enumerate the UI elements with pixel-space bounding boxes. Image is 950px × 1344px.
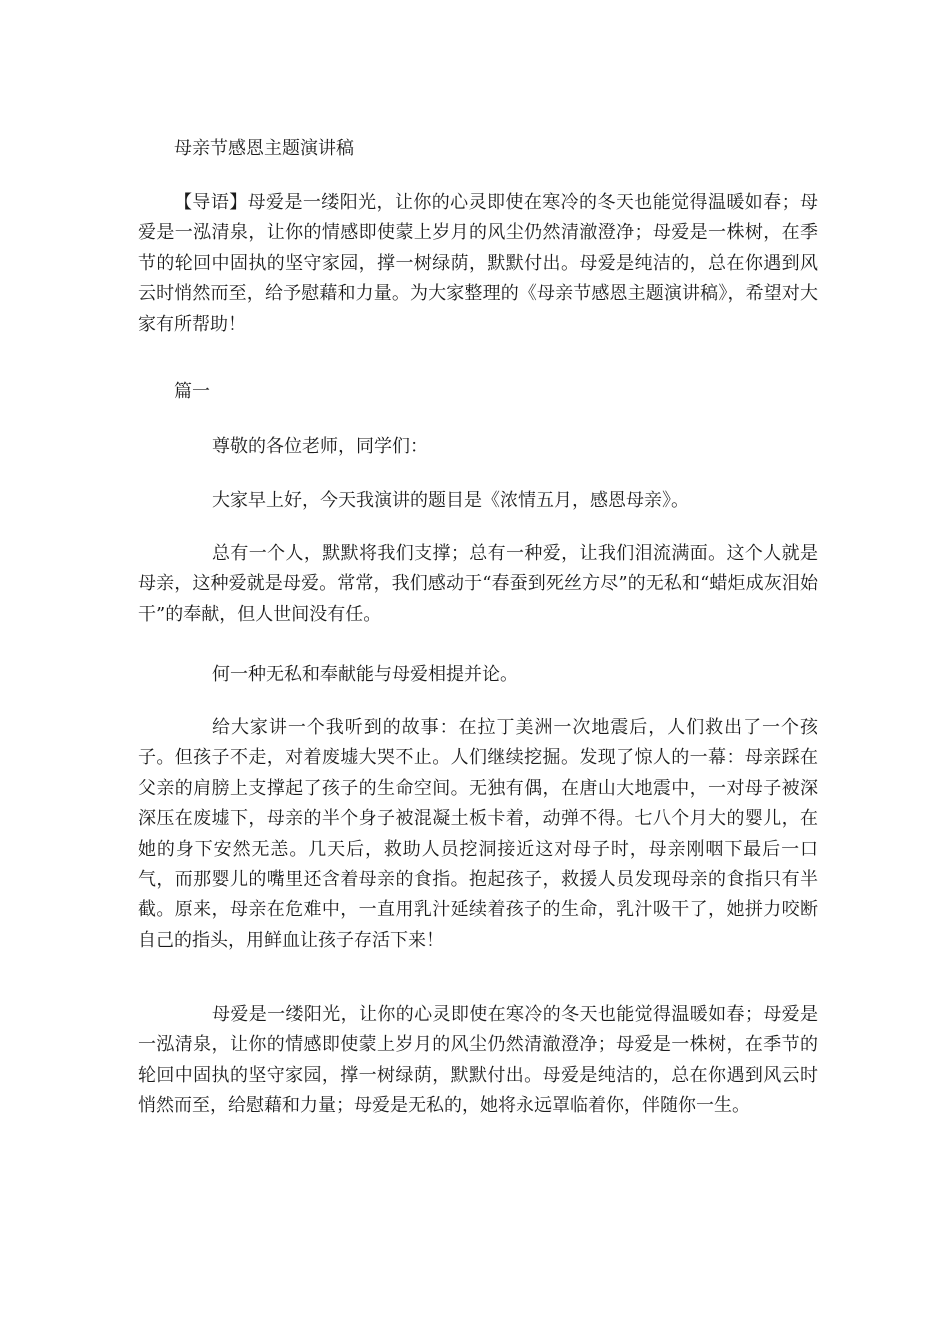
intro-paragraph: 【导语】母爱是一缕阳光，让你的心灵即使在寒冷的冬天也能觉得温暖如春；母爱是一泓清泉，让你的情感即使蒙上岁月的风尘仍然清澈澄净；母爱是一株树，在季节的轮回中固执的坚守家园，撑一树绿荫，默默付出。母爱是纯洁的，总在你遇到风云时悄然而至，给予慰藉和力量。为大家整理的《母亲节感恩主题演讲稿》，希望对大家有所帮助！ bbox=[138, 192, 818, 335]
document-title: 母亲节感恩主题演讲稿 bbox=[174, 138, 354, 159]
body-paragraph-2: 给大家讲一个我听到的故事：在拉丁美洲一次地震后，人们救出了一个孩子。但孩子不走，对着废墟大哭不止。人们继续挖掘。发现了惊人的一幕：母亲踩在父亲的肩膀上支撑起了孩子的生命空间。无独有偶，在唐山大地震中，一对母子被深深压在废墟下，母亲的半个身子被混凝土板卡着，动弹不得。七八个月大的婴儿，在她的身下安然无恙。几天后，救助人员挖洞接近这对母子时，母亲刚咽下最后一口气，而那婴儿的嘴里还含着母亲的食指。抱起孩子，救援人员发现母亲的食指只有半截。原来，母亲在危难中，一直用乳汁延续着孩子的生命，乳汁吸干了，她拼力咬断自己的指头，用鲜血让孩子存活下来！ bbox=[138, 717, 818, 951]
salutation: 尊敬的各位老师，同学们： bbox=[212, 436, 428, 457]
greeting: 大家早上好，今天我演讲的题目是《浓情五月，感恩母亲》。 bbox=[212, 490, 689, 511]
section-label: 篇一 bbox=[174, 381, 210, 402]
body-paragraph-1-continued: 何一种无私和奉献能与母爱相提并论。 bbox=[212, 664, 518, 685]
body-paragraph-3: 母爱是一缕阳光，让你的心灵即使在寒冷的冬天也能觉得温暖如春；母爱是一泓清泉，让你的情感即使蒙上岁月的风尘仍然清澈澄净；母爱是一株树，在季节的轮回中固执的坚守家园，撑一树绿荫，默默付出。母爱是纯洁的，总在你遇到风云时悄然而至，给慰藉和力量；母爱是无私的，她将永远罩临着你，伴随你一生。 bbox=[138, 1004, 818, 1117]
body-paragraph-1: 总有一个人，默默将我们支撑；总有一种爱，让我们泪流满面。这个人就是母亲，这种爱就是母爱。常常，我们感动于“春蚕到死丝方尽”的无私和“蜡炬成灰泪始干”的奉献，但人世间没有任。 bbox=[138, 543, 818, 625]
